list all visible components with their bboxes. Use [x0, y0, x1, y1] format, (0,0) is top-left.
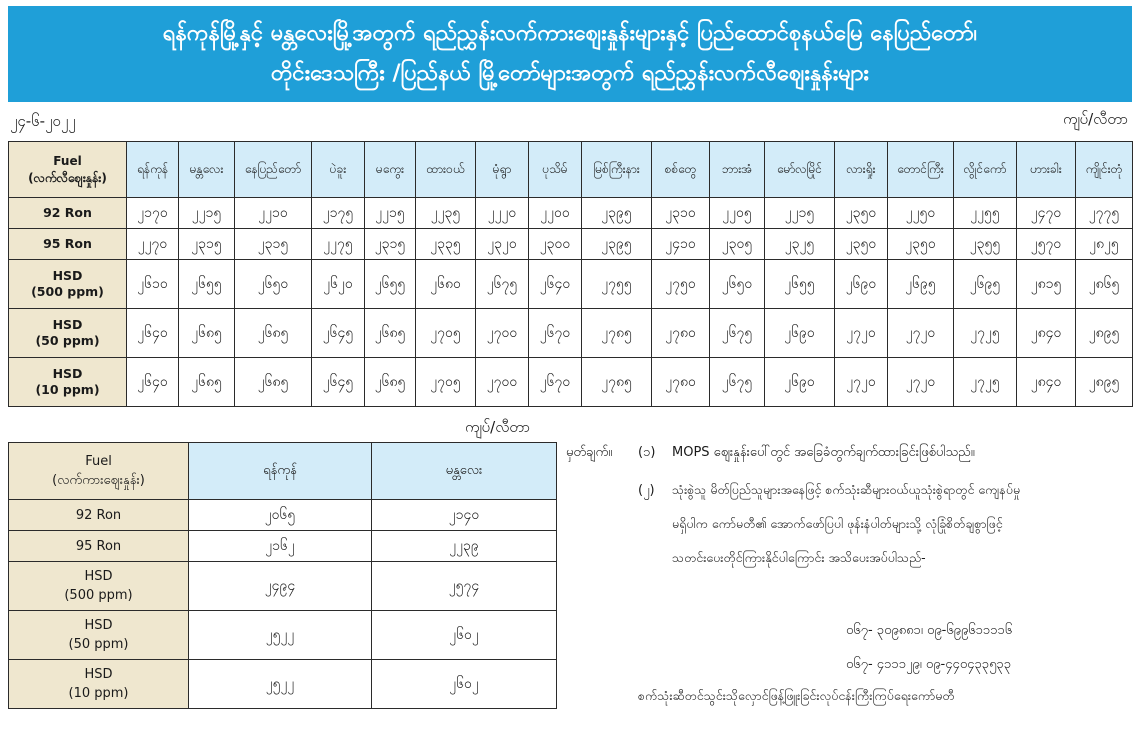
price-cell: ၂၃၅၀ — [888, 229, 954, 260]
price-row — [9, 500, 557, 531]
price-cell: ၂၆၈၅ — [235, 309, 312, 358]
city-header: ဟားခါး — [1017, 142, 1076, 198]
price-cell: ၂၈၁၅ — [1017, 260, 1076, 309]
price-row — [9, 611, 557, 660]
city-header: မုံရွာ — [476, 142, 529, 198]
price-cell: ၂၂၀၅ — [710, 198, 765, 229]
price-cell: ၂၂၁၅ — [365, 198, 416, 229]
price-cell: ၂၆၉၅ — [888, 260, 954, 309]
city-header: လွိုင်ကော် — [954, 142, 1017, 198]
retail-price-table — [8, 141, 1133, 407]
wholesale-header-row — [9, 443, 557, 500]
price-cell: ၂၆၉၀ — [765, 358, 835, 407]
price-cell: ၂၇၂၀ — [888, 309, 954, 358]
price-cell: ၂၇၂၀ — [835, 358, 888, 407]
city-header: ရန်ကုန် — [127, 142, 179, 198]
price-cell: ၂၂၁၅ — [179, 198, 235, 229]
fuel-type-label: HSD — [84, 569, 113, 584]
fuel-header-subtitle: (လက်ကားဈေးနှုန်း) — [52, 473, 145, 488]
price-cell: ၂၆၅၅ — [765, 260, 835, 309]
price-cell: ၂၇၂၅ — [954, 358, 1017, 407]
city-header: မကွေး — [365, 142, 416, 198]
price-cell: ၂၆၈၅ — [365, 309, 416, 358]
price-cell: ၂၃၅၅ — [954, 229, 1017, 260]
price-cell: ၂၃၂၅ — [765, 229, 835, 260]
price-cell: ၂၇၂၀ — [888, 358, 954, 407]
fuel-type-label: 95 Ron — [43, 236, 92, 251]
city-header: ထားဝယ် — [416, 142, 476, 198]
city-header: တောင်ကြီး — [888, 142, 954, 198]
price-cell: ၂၄၇၀ — [1017, 198, 1076, 229]
price-cell: ၂၂၂၀ — [476, 198, 529, 229]
price-cell: ၂၃၁၅ — [179, 229, 235, 260]
fuel-type-label: HSD — [52, 317, 83, 332]
price-cell: ၂၅၂၂ — [189, 611, 372, 660]
fuel-type-label: HSD — [52, 268, 83, 283]
fuel-type-label: (10 ppm) — [68, 686, 129, 701]
city-header: စစ်တွေ — [652, 142, 710, 198]
fuel-type-cell — [9, 660, 189, 709]
price-cell: ၂၇၈၀ — [652, 309, 710, 358]
price-cell: ၂၆၉၀ — [835, 260, 888, 309]
fuel-type-cell — [9, 309, 127, 358]
city-header: ပုသိမ် — [529, 142, 582, 198]
price-cell: ၂၆၄၀ — [529, 260, 582, 309]
price-cell: ၂၆၂၀ — [312, 260, 365, 309]
price-cell: ၂၆၈၅ — [235, 358, 312, 407]
note-2-number: (၂) — [638, 483, 655, 498]
city-header: ရန်ကုန် — [189, 443, 372, 500]
price-cell: ၂၂၅၅ — [954, 198, 1017, 229]
fuel-type-cell — [9, 260, 127, 309]
price-cell: ၂၄၉၄ — [189, 562, 372, 611]
notes-prefix: မှတ်ချက်။ — [566, 445, 613, 460]
note-1-number: (၁) — [638, 445, 656, 460]
price-cell: ၂၆၇၅ — [476, 260, 529, 309]
price-cell: ၂၂၀၀ — [529, 198, 582, 229]
phone-line-2: ၀၆၇- ၄၁၁၁၂၉၊ ၀၉-၄၄၀၄၃၃၅၃၃ — [846, 657, 1012, 672]
fuel-header — [9, 443, 189, 500]
price-cell: ၂၈၂၅ — [1076, 229, 1133, 260]
price-cell: ၂၂၇၅ — [312, 229, 365, 260]
city-header: မော်လမြိုင် — [765, 142, 835, 198]
city-header: ကျိုင်းတုံ — [1076, 142, 1133, 198]
price-cell: ၂၇၈၀ — [652, 358, 710, 407]
city-header: မြစ်ကြီးနား — [582, 142, 652, 198]
price-cell: ၂၃၉၅ — [582, 229, 652, 260]
fuel-header-title: Fuel — [85, 454, 112, 469]
price-cell: ၂၆၀၂ — [372, 611, 557, 660]
price-cell: ၂၆၈၀ — [416, 260, 476, 309]
price-cell: ၂၂၁၀ — [235, 198, 312, 229]
price-cell: ၂၇၂၀ — [835, 309, 888, 358]
date-label: ၂၄-၆-၂၀၂၂ — [10, 112, 76, 130]
price-cell: ၂၇၀၀ — [476, 358, 529, 407]
price-cell: ၂၆၈၅ — [179, 309, 235, 358]
title-line-2: တိုင်းဒေသကြီး /ပြည်နယ် မြို့တော်များအတွက် ရည်ညွှန်းလက်လီဈေးနှုန်းများ — [271, 61, 869, 86]
price-cell: ၂၆၁၀ — [127, 260, 179, 309]
fuel-type-cell — [9, 500, 189, 531]
price-cell: ၂၇၈၅ — [582, 358, 652, 407]
fuel-type-cell — [9, 531, 189, 562]
price-cell: ၂၃၉၅ — [582, 198, 652, 229]
fuel-type-cell — [9, 562, 189, 611]
price-cell: ၂၆၄၀ — [127, 358, 179, 407]
fuel-header — [9, 142, 127, 198]
price-cell: ၂၆၇၀ — [529, 309, 582, 358]
price-cell: ၂၈၉၅ — [1076, 309, 1133, 358]
city-header: မန္တလေး — [179, 142, 235, 198]
fuel-type-label: HSD — [84, 667, 113, 682]
fuel-type-label: (10 ppm) — [35, 382, 100, 397]
title-line-1: ရန်ကုန်မြို့နှင့် မန္တလေးမြို့အတွက် ရည်ညွှန်းလက်ကားဈေးနှုန်းများနှင့် ပြည်ထောင်စုနယ်မြေ နေပြည်တော်၊ — [162, 21, 978, 46]
price-cell: ၂၈၆၅ — [1076, 260, 1133, 309]
price-cell: ၂၆၀၂ — [372, 660, 557, 709]
price-cell: ၂၆၄၅ — [312, 309, 365, 358]
fuel-type-label: 95 Ron — [75, 538, 122, 554]
retail-unit-label: ကျပ်/လီတာ — [1062, 110, 1128, 128]
price-cell: ၂၃၁၅ — [235, 229, 312, 260]
price-cell: ၂၀၆၅ — [189, 500, 372, 531]
price-cell: ၂၆၅၅ — [179, 260, 235, 309]
price-row — [9, 531, 557, 562]
fuel-header-subtitle: (လက်လီဈေးနှုန်း) — [28, 170, 107, 185]
price-row — [9, 358, 1133, 407]
price-cell: ၂၆၇၅ — [710, 358, 765, 407]
fuel-type-label: HSD — [52, 366, 83, 381]
price-cell: ၂၆၄၀ — [127, 309, 179, 358]
price-cell: ၂၂၁၅ — [765, 198, 835, 229]
fuel-type-cell — [9, 611, 189, 660]
price-cell: ၂၈၉၅ — [1076, 358, 1133, 407]
city-header: နေပြည်တော် — [235, 142, 312, 198]
fuel-type-label: 92 Ron — [75, 507, 122, 523]
price-cell: ၂၇၀၀ — [476, 309, 529, 358]
fuel-type-label: (50 ppm) — [68, 637, 129, 652]
city-header: ပဲခူး — [312, 142, 365, 198]
price-cell: ၂၇၈၅ — [582, 309, 652, 358]
price-cell: ၂၃၂၀ — [476, 229, 529, 260]
city-header: လားရှိုး — [835, 142, 888, 198]
phone-line-1: ၀၆၇- ၃၀၉၈၈၁၊ ၀၉-၆၉၉၆၁၁၁၁၆ — [846, 623, 1013, 638]
price-cell: ၂၆၄၅ — [312, 358, 365, 407]
price-row — [9, 260, 1133, 309]
price-cell: ၂၃၅၀ — [835, 229, 888, 260]
fuel-type-label: HSD — [84, 618, 113, 633]
price-cell: ၂၃၁၅ — [365, 229, 416, 260]
note-2-line-1: သုံးစွဲသူ မိတ်ပြည်သူများအနေဖြင့် စက်သုံးဆီများဝယ်ယူသုံးစွဲရာတွင် ကျေနပ်မှု — [672, 482, 1021, 497]
price-cell: ၂၇၅၀ — [652, 260, 710, 309]
price-row — [9, 198, 1133, 229]
price-cell: ၂၂၃၉ — [372, 531, 557, 562]
committee-name: စက်သုံးဆီတင်သွင်းသိုလှောင်ဖြန့်ဖြူးခြင်းလုပ်ငန်းကြီးကြပ်ရေးကော်မတီ — [638, 688, 955, 703]
price-cell: ၂၈၄၀ — [1017, 309, 1076, 358]
price-cell: ၂၆၅၀ — [235, 260, 312, 309]
price-cell: ၂၃၃၅ — [416, 229, 476, 260]
city-header: မန္တလေး — [372, 443, 557, 500]
price-cell: ၂၁၄၀ — [372, 500, 557, 531]
price-cell: ၂၅၂၂ — [189, 660, 372, 709]
note-1-text: MOPS ဈေးနှုန်းပေါ်တွင် အခြေခံတွက်ချက်ထားခြင်းဖြစ်ပါသည်။ — [672, 445, 975, 460]
fuel-type-cell — [9, 198, 127, 229]
price-row — [9, 562, 557, 611]
price-cell: ၂၆၅၅ — [365, 260, 416, 309]
price-cell: ၂၆၇၅ — [710, 309, 765, 358]
note-2-line-3: သတင်းပေးတိုင်ကြားနိုင်ပါကြောင်း အသိပေးအပ်ပါသည်- — [672, 550, 926, 565]
price-cell: ၂၆၉၅ — [954, 260, 1017, 309]
price-cell: ၂၁၇၀ — [127, 198, 179, 229]
price-cell: ၂၈၄၀ — [1017, 358, 1076, 407]
fuel-type-label: (500 ppm) — [31, 284, 104, 299]
price-cell: ၂၅၇၀ — [1017, 229, 1076, 260]
price-cell: ၂၁၇၅ — [312, 198, 365, 229]
note-2-line-2: မရှိပါက ကော်မတီ၏ အောက်ဖော်ပြပါ ဖုန်းနံပါတ်များသို့ လုံခြုံစိတ်ချစွာဖြင့် — [672, 516, 1003, 531]
retail-header-row — [9, 142, 1133, 198]
price-cell: ၂၃၀၀ — [529, 229, 582, 260]
price-cell: ၂၃၁၀ — [652, 198, 710, 229]
price-row — [9, 309, 1133, 358]
price-cell: ၂၇၂၅ — [954, 309, 1017, 358]
fuel-header-title: Fuel — [53, 153, 82, 168]
price-cell: ၂၆၈၅ — [179, 358, 235, 407]
price-cell: ၂၃၅၀ — [835, 198, 888, 229]
price-cell: ၂၂၃၅ — [416, 198, 476, 229]
price-row — [9, 229, 1133, 260]
price-cell: ၂၁၆၂ — [189, 531, 372, 562]
fuel-type-label: 92 Ron — [43, 205, 92, 220]
wholesale-unit-label: ကျပ်/လီတာ — [465, 418, 531, 436]
price-cell: ၂၅၇၄ — [372, 562, 557, 611]
fuel-type-cell — [9, 229, 127, 260]
city-header: ဘားအံ — [710, 142, 765, 198]
price-cell: ၂၂၅၀ — [888, 198, 954, 229]
price-cell: ၂၇၅၅ — [582, 260, 652, 309]
price-cell: ၂၆၈၅ — [365, 358, 416, 407]
price-cell: ၂၇၀၅ — [416, 309, 476, 358]
price-cell: ၂၇၇၅ — [1076, 198, 1133, 229]
fuel-type-cell — [9, 358, 127, 407]
price-cell: ၂၆၅၀ — [710, 260, 765, 309]
wholesale-price-table — [8, 442, 557, 709]
price-cell: ၂၂၇၀ — [127, 229, 179, 260]
price-cell: ၂၆၉၀ — [765, 309, 835, 358]
price-cell: ၂၆၇၀ — [529, 358, 582, 407]
title-banner — [8, 6, 1132, 102]
price-cell: ၂၇၀၅ — [416, 358, 476, 407]
price-cell: ၂၄၁၀ — [652, 229, 710, 260]
price-cell: ၂၃၀၅ — [710, 229, 765, 260]
fuel-type-label: (50 ppm) — [35, 333, 100, 348]
fuel-type-label: (500 ppm) — [64, 588, 133, 603]
price-row — [9, 660, 557, 709]
